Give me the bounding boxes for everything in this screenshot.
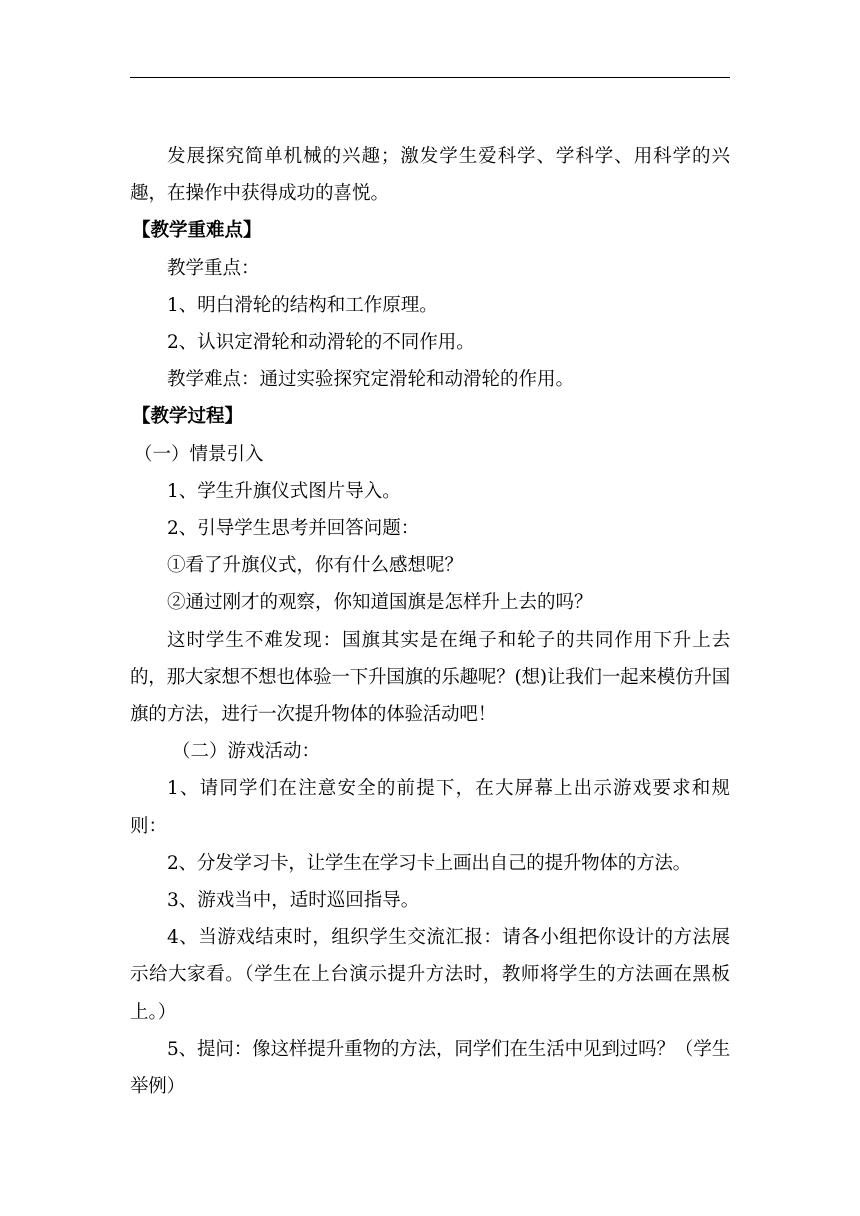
paragraph-intro-step-1: 1、学生升旗仪式图片导入。 — [167, 480, 401, 502]
header-rule — [130, 77, 730, 78]
paragraph-game-step-2: 2、分发学习卡，让学生在学习卡上画出自己的提升物体的方法。 — [167, 852, 691, 874]
paragraph-game-step-4: 4、当游戏结束时，组织学生交流汇报：请各小组把你设计的方法展示给大家看。（学生在上台演示提升方法时，教师将学生的方法画在黑板上。） — [130, 927, 730, 1023]
section-heading-key-difficult-points: 【教学重难点】 — [132, 220, 262, 242]
paragraph-student-discovery: 这时学生不难发现：国旗其实是在绳子和轮子的共同作用下升上去的，那大家想不想也体验一下升国旗的乐趣呢？(想)让我们一起来模仿升国旗的方法，进行一次提升物体的体验活动吧！ — [130, 629, 730, 726]
subsection-game-activity: （二）游戏活动： — [172, 741, 321, 763]
paragraph-question-1: ①看了升旗仪式，你有什么感想呢？ — [167, 555, 464, 577]
paragraph-game-step-3: 3、游戏当中，适时巡回指导。 — [167, 890, 420, 912]
paragraph-game-step-1: 1、请同学们在注意安全的前提下，在大屏幕上出示游戏要求和规则： — [130, 778, 730, 837]
subsection-scene-intro: （一）情景引入 — [134, 443, 264, 465]
paragraph-key-point-1: 1、明白滑轮的结构和工作原理。 — [167, 294, 438, 316]
paragraph-difficult-point: 教学难点：通过实验探究定滑轮和动滑轮的作用。 — [167, 369, 575, 391]
paragraph-key-points-label: 教学重点： — [167, 257, 260, 279]
paragraph-question-2: ②通过刚才的观察，你知道国旗是怎样升上去的吗？ — [167, 592, 593, 614]
paragraph-objective-interest: 发展探究简单机械的兴趣；激发学生爱科学、学科学、用科学的兴趣，在操作中获得成功的喜悦。 — [130, 146, 730, 205]
paragraph-key-point-2: 2、认识定滑轮和动滑轮的不同作用。 — [167, 332, 475, 354]
document-body — [130, 138, 730, 1105]
paragraph-intro-step-2: 2、引导学生思考并回答问题： — [167, 518, 420, 540]
paragraph-game-step-5: 5、提问：像这样提升重物的方法，同学们在生活中见到过吗？（学生举例） — [130, 1038, 730, 1098]
section-heading-teaching-process: 【教学过程】 — [132, 406, 244, 428]
